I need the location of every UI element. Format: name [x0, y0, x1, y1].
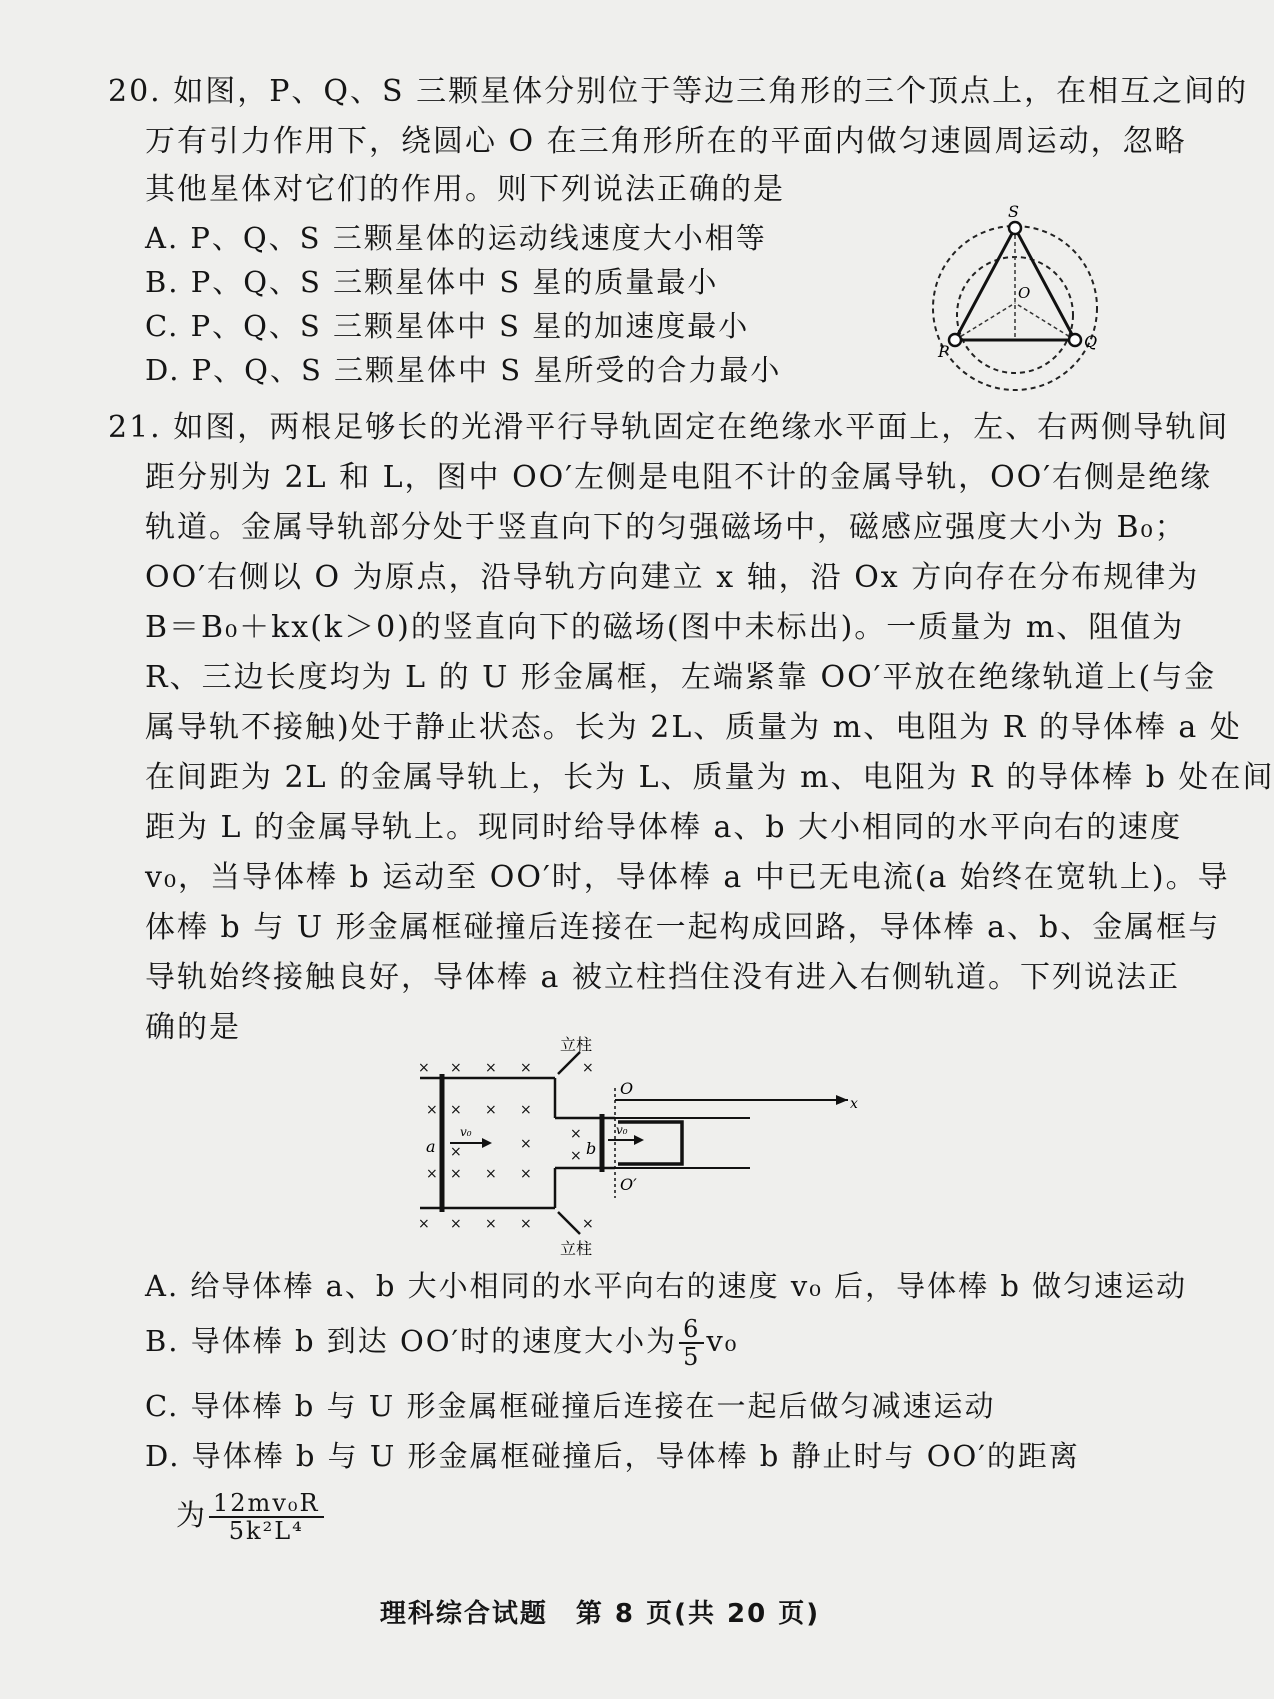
svg-text:×: ×: [570, 1126, 582, 1142]
fraction-distance: [209, 1490, 324, 1544]
svg-text:×: ×: [485, 1216, 497, 1232]
u-frame: [618, 1122, 682, 1164]
svg-text:×: ×: [570, 1148, 582, 1164]
q21-stem-line-3: 轨道。金属导轨部分处于竖直向下的匀强磁场中，磁感应强度大小为 B₀；: [145, 510, 1187, 545]
svg-text:×: ×: [426, 1166, 438, 1182]
label-v0-b: v₀: [616, 1123, 628, 1137]
x-axis-arrow: [836, 1095, 848, 1105]
q21-option-b-unit: v₀: [706, 1324, 739, 1358]
q20-option-d: D. P、Q、S 三颗星体中 S 星所受的合力最小: [145, 353, 782, 387]
q21-stem-line-9: 距为 L 的金属导轨上。现同时给导体棒 a、b 大小相同的水平向右的速度: [145, 810, 1183, 845]
star-q: [1069, 334, 1081, 346]
label-o-prime: O′: [620, 1175, 637, 1194]
svg-text:×: ×: [450, 1166, 462, 1182]
q21-option-d: D. 导体棒 b 与 U 形金属框碰撞后，导体棒 b 静止时与 OO′的距离: [145, 1439, 1080, 1473]
label-b: b: [586, 1139, 597, 1158]
q21-stem-line-4: OO′右侧以 O 为原点，沿导轨方向建立 x 轴，沿 Ox 方向存在分布规律为: [145, 560, 1200, 595]
label-x: x: [850, 1096, 858, 1112]
pillar-top: [558, 1052, 580, 1074]
velocity-arrowhead-b: [634, 1135, 644, 1145]
pillar-bottom: [558, 1212, 580, 1234]
label-p: P: [938, 342, 949, 361]
q21-stem-line-5: B＝B₀＋kx(k＞0)的竖直向下的磁场(图中未标出)。一质量为 m、阻值为: [145, 610, 1185, 645]
pillar-label-bottom: 立柱: [560, 1239, 593, 1258]
q21-rail-figure: [418, 1035, 860, 1258]
q21-option-b: [145, 1316, 738, 1370]
pillar-label-top: 立柱: [560, 1035, 593, 1054]
svg-text:×: ×: [520, 1136, 532, 1152]
star-p: [949, 334, 961, 346]
svg-text:×: ×: [582, 1060, 594, 1076]
q21-stem-line-12: 导轨始终接触良好，导体棒 a 被立柱挡住没有进入右侧轨道。下列说法正: [145, 960, 1180, 995]
q21-option-a: A. 给导体棒 a、b 大小相同的水平向右的速度 v₀ 后，导体棒 b 做匀速运动: [145, 1269, 1188, 1303]
q21-stem-line-10: v₀，当导体棒 b 运动至 OO′时，导体棒 a 中已无电流(a 始终在宽轨上)。导: [145, 860, 1230, 895]
fraction-denominator: 5: [683, 1343, 701, 1371]
label-s: S: [1008, 202, 1019, 221]
page-footer: 理科综合试题 第 8 页(共 20 页): [379, 1599, 821, 1629]
svg-text:×: ×: [418, 1060, 430, 1076]
fraction-numerator: 12mv₀R: [209, 1490, 324, 1518]
q20-option-b: B. P、Q、S 三颗星体中 S 星的质量最小: [145, 265, 719, 299]
svg-text:×: ×: [485, 1102, 497, 1118]
q21-stem-line-13: 确的是: [145, 1010, 241, 1045]
label-a: a: [426, 1137, 436, 1156]
svg-text:×: ×: [485, 1166, 497, 1182]
q21-option-d-prefix: 为: [176, 1498, 208, 1532]
q21-stem-line-11: 体棒 b 与 U 形金属框碰撞后连接在一起构成回路，导体棒 a、b、金属框与: [145, 910, 1221, 945]
q20-triangle-figure: [920, 202, 1110, 395]
q21-stem-line-6: R、三边长度均为 L 的 U 形金属框，左端紧靠 OO′平放在绝缘轨道上(与金: [145, 660, 1217, 695]
svg-text:×: ×: [520, 1102, 532, 1118]
q20-stem-line-3: 其他星体对它们的作用。则下列说法正确的是: [145, 172, 785, 207]
label-o: O: [620, 1079, 634, 1098]
fraction-numerator: 6: [679, 1316, 704, 1344]
label-q: Q: [1084, 332, 1098, 351]
q20-stem-line-2: 万有引力作用下，绕圆心 O 在三角形所在的平面内做匀速圆周运动，忽略: [145, 124, 1187, 159]
q21-stem-line-1: 21. 如图，两根足够长的光滑平行导轨固定在绝缘水平面上，左、右两侧导轨间: [108, 410, 1230, 445]
svg-text:×: ×: [582, 1216, 594, 1232]
q21-stem-line-2: 距分别为 2L 和 L，图中 OO′左侧是电阻不计的金属导轨，OO′右侧是绝缘: [145, 460, 1213, 495]
svg-text:×: ×: [520, 1060, 532, 1076]
q21-stem-line-7: 属导轨不接触)处于静止状态。长为 2L、质量为 m、电阻为 R 的导体棒 a 处: [145, 710, 1242, 745]
fraction-denominator: 5k²L⁴: [228, 1517, 304, 1545]
q21-option-d-line-2: [176, 1490, 326, 1544]
star-s: [1009, 222, 1021, 234]
label-v0-a: v₀: [460, 1125, 472, 1139]
svg-text:×: ×: [485, 1060, 497, 1076]
svg-text:×: ×: [450, 1144, 462, 1160]
svg-text:×: ×: [450, 1216, 462, 1232]
svg-text:×: ×: [426, 1102, 438, 1118]
q20-stem-line-1: 20. 如图，P、Q、S 三颗星体分别位于等边三角形的三个顶点上，在相互之间的: [108, 74, 1249, 109]
velocity-arrowhead-a: [482, 1138, 492, 1148]
fraction-6-5: [679, 1316, 704, 1370]
label-o: O: [1018, 284, 1031, 302]
svg-text:×: ×: [520, 1216, 532, 1232]
q20-option-a: A. P、Q、S 三颗星体的运动线速度大小相等: [145, 221, 767, 255]
svg-text:×: ×: [450, 1060, 462, 1076]
q20-option-c: C. P、Q、S 三颗星体中 S 星的加速度最小: [145, 309, 750, 343]
q21-stem-line-8: 在间距为 2L 的金属导轨上，长为 L、质量为 m、电阻为 R 的导体棒 b 处在间: [145, 760, 1274, 795]
q21-option-c: C. 导体棒 b 与 U 形金属框碰撞后连接在一起后做匀减速运动: [145, 1389, 996, 1423]
svg-text:×: ×: [450, 1102, 462, 1118]
q21-option-b-text: B. 导体棒 b 到达 OO′时的速度大小为: [145, 1324, 678, 1358]
svg-text:×: ×: [418, 1216, 430, 1232]
svg-text:×: ×: [520, 1166, 532, 1182]
